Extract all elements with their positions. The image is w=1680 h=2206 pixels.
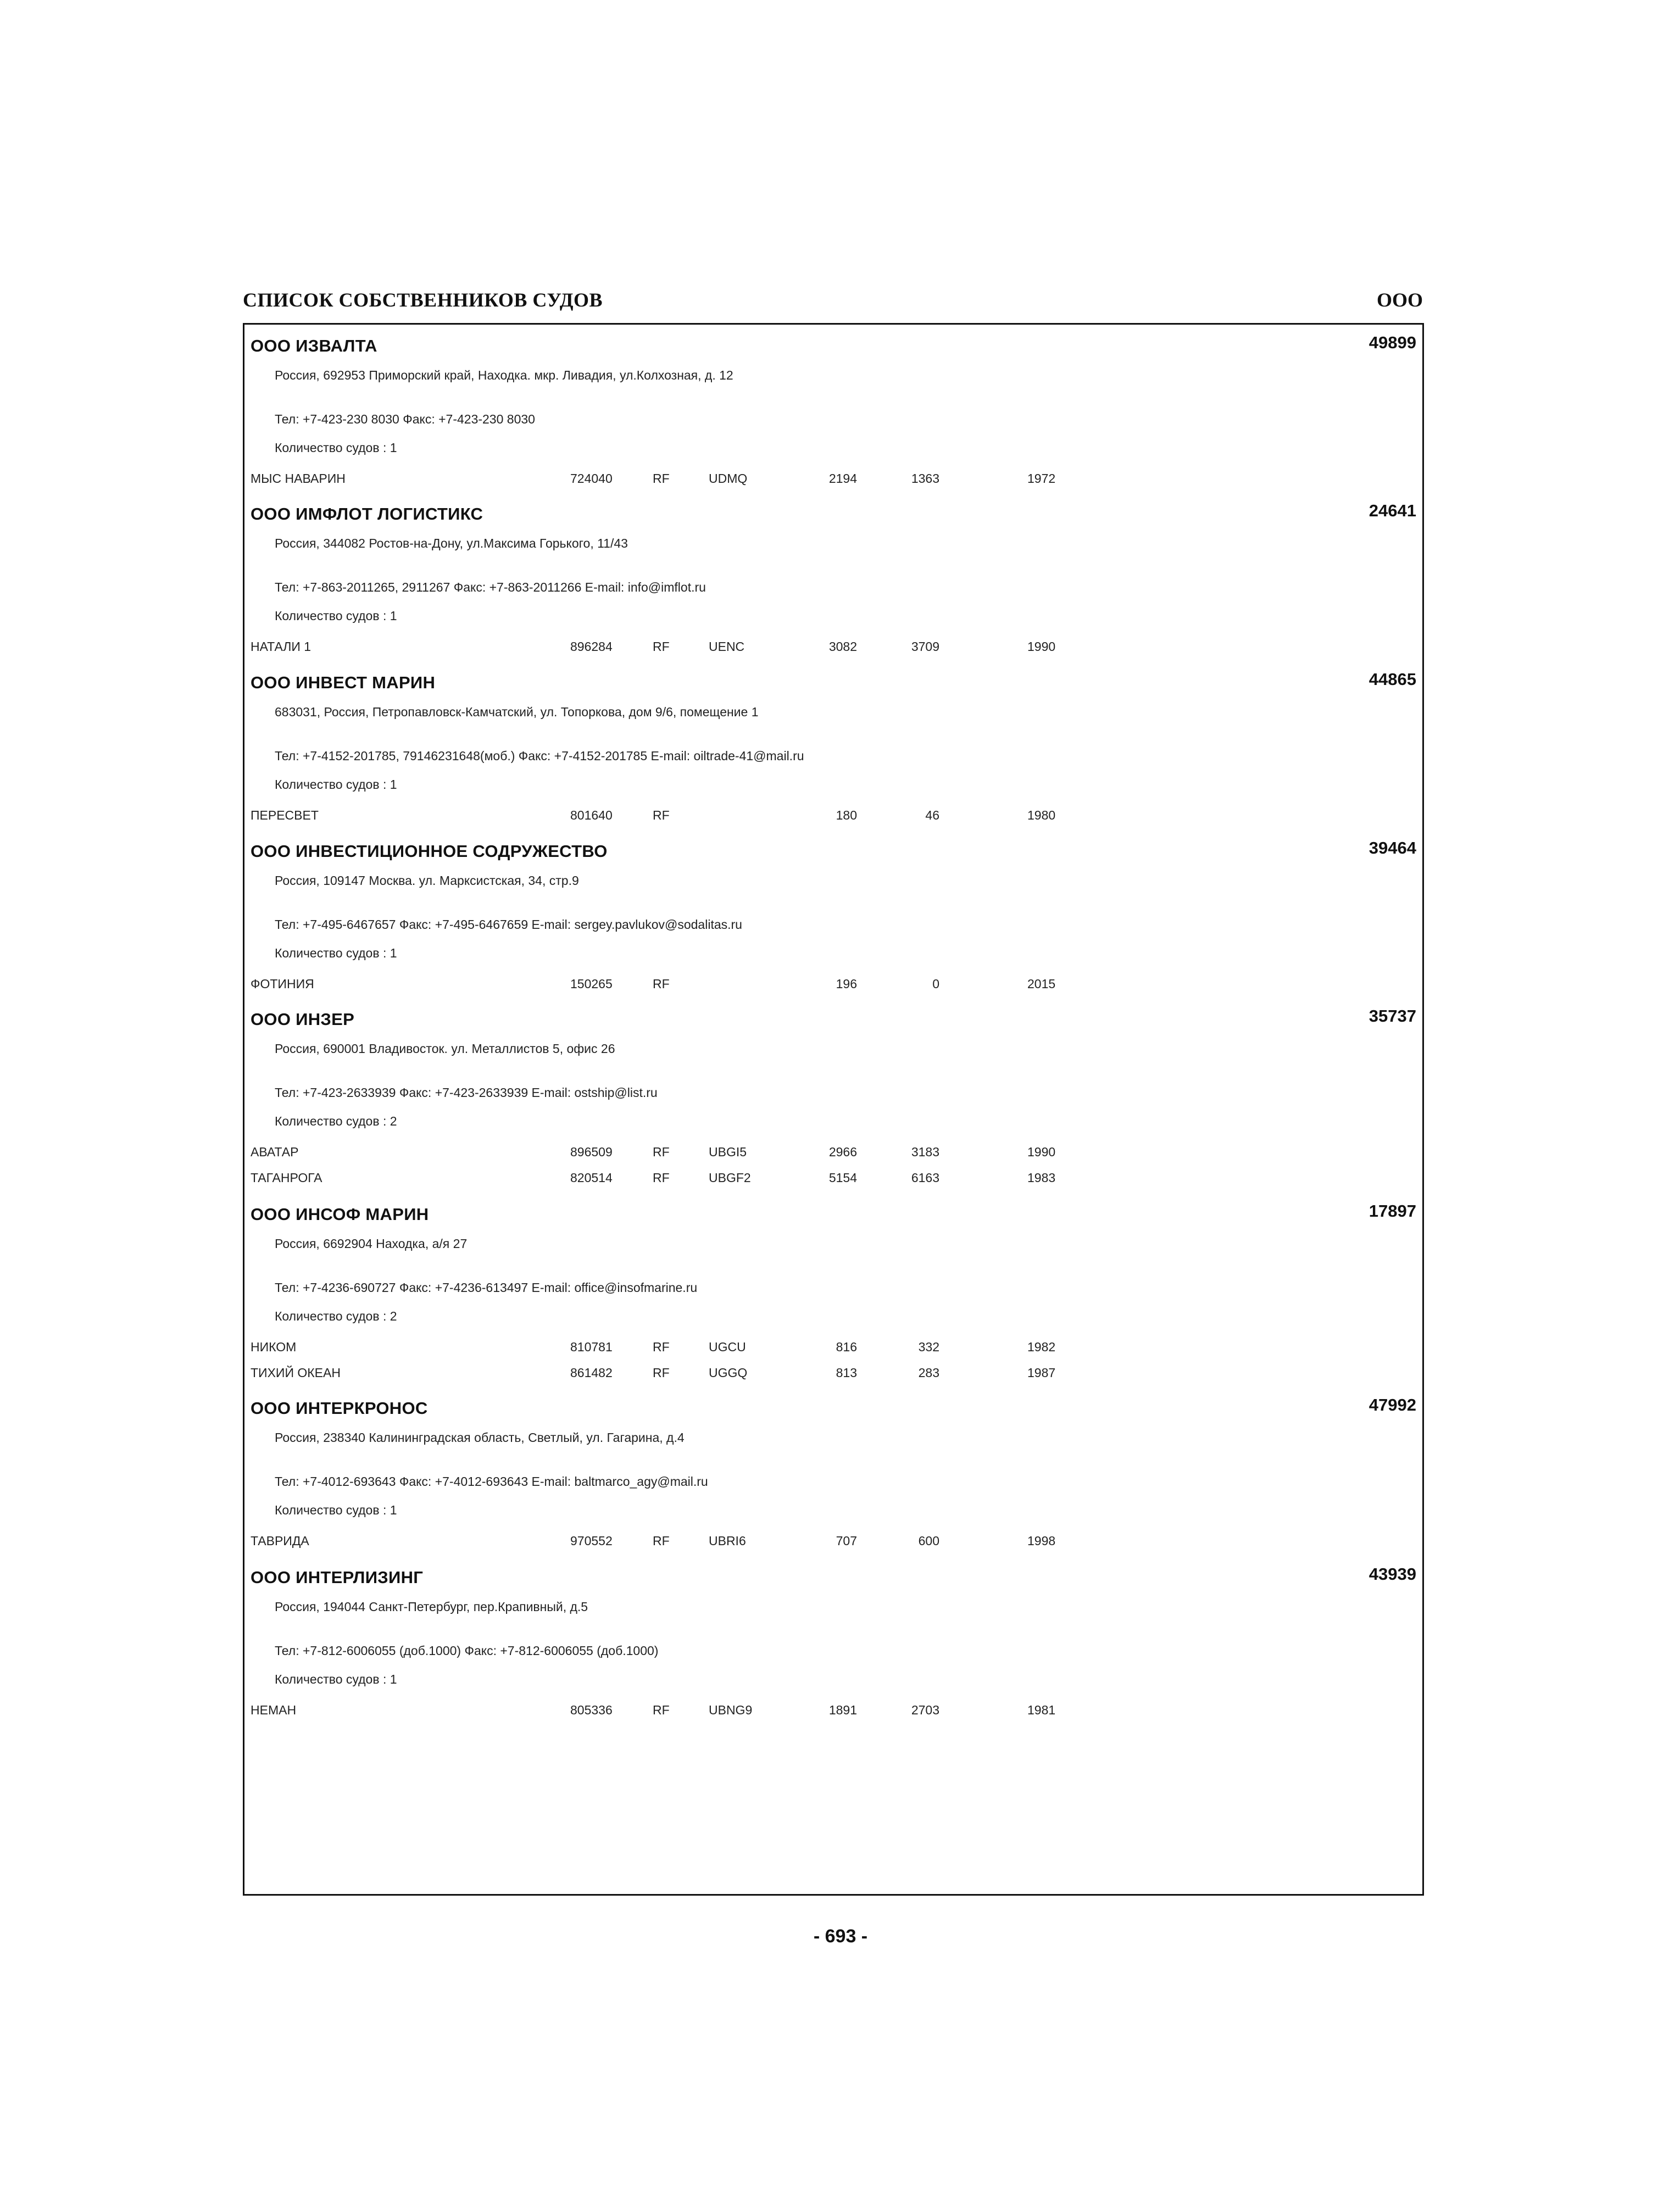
vessel-flag: RF (653, 639, 670, 654)
vessel-row (0, 471, 1680, 493)
company-id: 47992 (1369, 1395, 1416, 1414)
vessel-flag: RF (653, 1534, 670, 1548)
company-name: ООО ИМФЛОТ ЛОГИСТИКС (251, 504, 483, 523)
vessel-year: 1987 (1027, 1366, 1056, 1380)
vessel-count: Количество судов : 2 (275, 1114, 397, 1128)
vessel-row (0, 1534, 1680, 1556)
vessel-number: 820514 (570, 1171, 613, 1185)
vessel-count: Количество судов : 1 (275, 609, 397, 623)
vessel-number: 896509 (570, 1145, 613, 1159)
page-title: СПИСОК СОБСТВЕННИКОВ СУДОВ (243, 289, 603, 311)
vessel-row (0, 1366, 1680, 1388)
vessel-row (0, 1171, 1680, 1193)
vessel-callsign: UBGI5 (709, 1145, 747, 1159)
company-address: Россия, 238340 Калининградская область, Светлый, ул. Гагарина, д.4 (275, 1430, 685, 1445)
vessel-row (0, 1703, 1680, 1725)
company-name: ООО ИНЗЕР (251, 1010, 355, 1029)
vessel-number: 805336 (570, 1703, 613, 1717)
company-name: ООО ИНСОФ МАРИН (251, 1205, 429, 1224)
vessel-value-b: 2703 (911, 1703, 939, 1717)
vessel-year: 1982 (1027, 1340, 1056, 1354)
vessel-value-a: 707 (836, 1534, 857, 1548)
company-contact: Тел: +7-423-230 8030 Факс: +7-423-230 8030 (275, 412, 535, 426)
page-number: - 693 - (813, 1926, 868, 1947)
vessel-row (0, 639, 1680, 661)
vessel-value-b: 600 (918, 1534, 939, 1548)
company-name: ООО ИНВЕСТИЦИОННОЕ СОДРУЖЕСТВО (251, 842, 608, 861)
vessel-value-b: 3183 (911, 1145, 939, 1159)
vessel-number: 861482 (570, 1366, 613, 1380)
vessel-row (0, 1340, 1680, 1362)
vessel-name: НИКОМ (251, 1340, 297, 1354)
company-id: 24641 (1369, 501, 1416, 520)
vessel-callsign: UGCU (709, 1340, 746, 1354)
vessel-name: ТАГАНРОГА (251, 1171, 322, 1185)
vessel-value-a: 1891 (828, 1703, 857, 1717)
vessel-callsign: UGGQ (709, 1366, 748, 1380)
vessel-count: Количество судов : 2 (275, 1309, 397, 1323)
company-address: Россия, 344082 Ростов-на-Дону, ул.Максима Горького, 11/43 (275, 536, 628, 550)
vessel-flag: RF (653, 808, 670, 822)
vessel-flag: RF (653, 1145, 670, 1159)
vessel-year: 1980 (1027, 808, 1056, 822)
vessel-value-a: 813 (836, 1366, 857, 1380)
vessel-number: 724040 (570, 471, 613, 486)
company-contact: Тел: +7-423-2633939 Факс: +7-423-2633939 E-mail: ostship@list.ru (275, 1085, 658, 1100)
vessel-value-a: 5154 (828, 1171, 857, 1185)
vessel-value-b: 3709 (911, 639, 939, 654)
vessel-name: ТАВРИДА (251, 1534, 309, 1548)
vessel-count: Количество судов : 1 (275, 1503, 397, 1517)
vessel-name: ТИХИЙ ОКЕАН (251, 1366, 341, 1380)
company-address: 683031, Россия, Петропавловск-Камчатский, ул. Топоркова, дом 9/6, помещение 1 (275, 705, 759, 719)
vessel-callsign: UBGF2 (709, 1171, 751, 1185)
vessel-value-b: 46 (925, 808, 939, 822)
vessel-value-b: 0 (932, 977, 939, 991)
company-name: ООО ИНВЕСТ МАРИН (251, 673, 436, 692)
vessel-count: Количество судов : 1 (275, 441, 397, 455)
company-id: 35737 (1369, 1006, 1416, 1026)
company-id: 44865 (1369, 670, 1416, 689)
vessel-row (0, 977, 1680, 999)
vessel-flag: RF (653, 1703, 670, 1717)
vessel-row (0, 808, 1680, 830)
vessel-value-b: 6163 (911, 1171, 939, 1185)
company-name: ООО ИНТЕРЛИЗИНГ (251, 1568, 424, 1587)
vessel-year: 1998 (1027, 1534, 1056, 1548)
company-address: Россия, 692953 Приморский край, Находка. мкр. Ливадия, ул.Колхозная, д. 12 (275, 368, 733, 382)
vessel-value-b: 283 (918, 1366, 939, 1380)
vessel-count: Количество судов : 1 (275, 777, 397, 792)
company-contact: Тел: +7-812-6006055 (доб.1000) Факс: +7-812-6006055 (доб.1000) (275, 1644, 659, 1658)
vessel-year: 1990 (1027, 1145, 1056, 1159)
vessel-name: ФОТИНИЯ (251, 977, 314, 991)
vessel-number: 970552 (570, 1534, 613, 1548)
vessel-year: 1981 (1027, 1703, 1056, 1717)
company-contact: Тел: +7-4012-693643 Факс: +7-4012-693643 E-mail: baltmarco_agy@mail.ru (275, 1474, 708, 1489)
vessel-year: 2015 (1027, 977, 1056, 991)
vessel-name: НЕМАН (251, 1703, 297, 1717)
company-address: Россия, 109147 Москва. ул. Марксистская, 34, стр.9 (275, 873, 579, 888)
company-address: Россия, 194044 Санкт-Петербург, пер.Крапивный, д.5 (275, 1600, 588, 1614)
vessel-number: 150265 (570, 977, 613, 991)
company-contact: Тел: +7-4236-690727 Факс: +7-4236-613497 E-mail: office@insofmarine.ru (275, 1280, 698, 1295)
vessel-name: АВАТАР (251, 1145, 299, 1159)
company-id: 39464 (1369, 838, 1416, 857)
vessel-count: Количество судов : 1 (275, 946, 397, 960)
company-id: 43939 (1369, 1564, 1416, 1584)
vessel-value-a: 2966 (828, 1145, 857, 1159)
vessel-name: МЫС НАВАРИН (251, 471, 346, 486)
vessel-value-a: 2194 (828, 471, 857, 486)
vessel-year: 1983 (1027, 1171, 1056, 1185)
company-id: 17897 (1369, 1201, 1416, 1221)
vessel-year: 1990 (1027, 639, 1056, 654)
vessel-callsign: UENC (709, 639, 745, 654)
vessel-callsign: UDMQ (709, 471, 748, 486)
company-contact: Тел: +7-863-2011265, 2911267 Факс: +7-863-2011266 E-mail: info@imflot.ru (275, 580, 706, 594)
company-name: ООО ИЗВАЛТА (251, 336, 377, 355)
company-id: 49899 (1369, 333, 1416, 352)
vessel-flag: RF (653, 1340, 670, 1354)
vessel-flag: RF (653, 1171, 670, 1185)
vessel-flag: RF (653, 1366, 670, 1380)
company-contact: Тел: +7-4152-201785, 79146231648(моб.) Факс: +7-4152-201785 E-mail: oiltrade-41@mail.ru (275, 749, 804, 763)
company-address: Россия, 6692904 Находка, а/я 27 (275, 1236, 468, 1251)
vessel-value-b: 332 (918, 1340, 939, 1354)
vessel-count: Количество судов : 1 (275, 1672, 397, 1686)
vessel-name: НАТАЛИ 1 (251, 639, 311, 654)
vessel-callsign: UBNG9 (709, 1703, 753, 1717)
vessel-number: 896284 (570, 639, 613, 654)
section-label: ООО (1376, 289, 1423, 311)
vessel-value-a: 816 (836, 1340, 857, 1354)
vessel-number: 810781 (570, 1340, 613, 1354)
vessel-number: 801640 (570, 808, 613, 822)
vessel-callsign: UBRI6 (709, 1534, 746, 1548)
company-address: Россия, 690001 Владивосток. ул. Металлистов 5, офис 26 (275, 1041, 615, 1056)
vessel-flag: RF (653, 977, 670, 991)
vessel-name: ПЕРЕСВЕТ (251, 808, 319, 822)
vessel-value-a: 3082 (828, 639, 857, 654)
vessel-year: 1972 (1027, 471, 1056, 486)
vessel-row (0, 1145, 1680, 1167)
vessel-value-b: 1363 (911, 471, 939, 486)
vessel-value-a: 180 (836, 808, 857, 822)
company-name: ООО ИНТЕРКРОНОС (251, 1399, 428, 1418)
vessel-flag: RF (653, 471, 670, 486)
vessel-value-a: 196 (836, 977, 857, 991)
company-contact: Тел: +7-495-6467657 Факс: +7-495-6467659 E-mail: sergey.pavlukov@sodalitas.ru (275, 917, 742, 932)
